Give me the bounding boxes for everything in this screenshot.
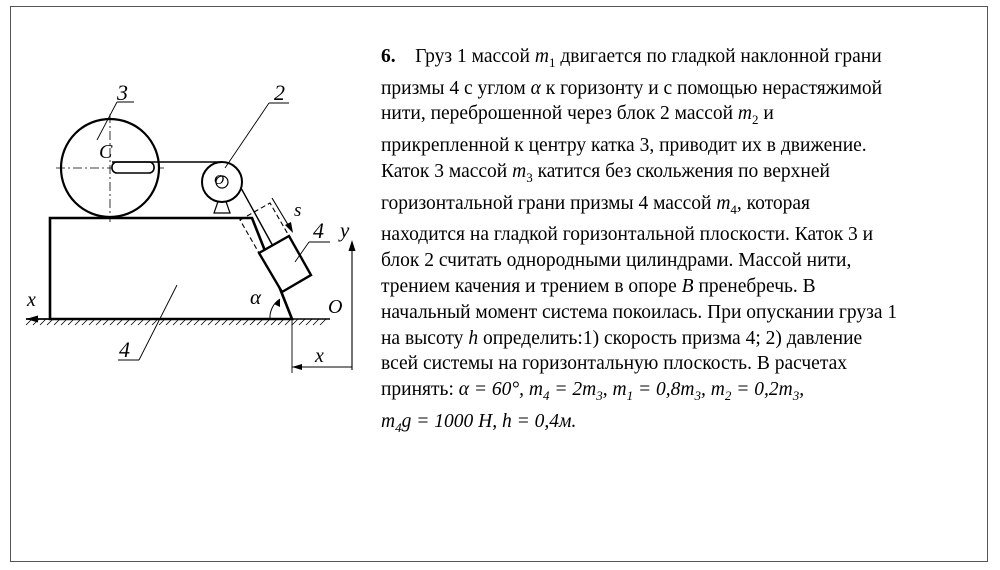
label-center-c: C — [99, 141, 113, 163]
task-text-segment: m — [381, 410, 396, 432]
task-line — [381, 248, 971, 274]
task-text-segment: 3 — [596, 388, 603, 404]
task-text-segment: Каток 3 массой — [381, 160, 513, 182]
task-text-segment: , которая — [736, 192, 811, 214]
task-line — [381, 274, 971, 300]
task-text-segment: катится без скольжения по верхней — [532, 160, 830, 182]
task-text-segment: = 2m — [549, 379, 597, 401]
task-text-segment: трением качения и трением в опоре — [381, 275, 682, 297]
label-x-left: x — [27, 289, 36, 311]
ground-hatch — [40, 319, 46, 325]
task-text-segment: B — [681, 275, 694, 297]
task-text-segment: находится на гладкой горизонтальной плоскости. Каток 3 и — [381, 224, 874, 246]
task-line — [381, 377, 971, 409]
task-text-segment: , — [799, 379, 805, 401]
label-axle-o: O — [214, 173, 225, 188]
ground-hatch — [299, 319, 305, 325]
task-text-segment: призмы 4 с углом — [381, 77, 531, 99]
task-line — [381, 76, 971, 102]
label-block-2: 2 — [274, 80, 285, 105]
task-text-segment: 1 — [548, 54, 556, 70]
task-text-segment: 4 — [395, 419, 402, 435]
task-text-segment: = 0,2m — [731, 379, 793, 401]
label-roller-3: 3 — [117, 80, 128, 105]
task-text-segment: блок 2 считать однородными цилиндрами. Массой нити, — [381, 250, 852, 272]
mechanics-figure — [12, 70, 362, 380]
task-line — [381, 222, 971, 248]
label-origin-o: O — [328, 296, 343, 318]
task-text-segment: 2 — [752, 112, 759, 128]
task-text-segment: m — [512, 160, 527, 182]
task-text-segment: , m — [602, 379, 627, 401]
task-text-segment: 1 — [626, 388, 634, 404]
task-text-segment: , m — [700, 379, 725, 401]
ground-hatch — [313, 319, 319, 325]
task-text-segment: двигается по гладкой наклонной грани — [555, 46, 882, 67]
task-line — [381, 159, 971, 191]
y-axis — [349, 240, 356, 370]
task-text-segment: 4 — [543, 388, 550, 404]
label-s: s — [294, 200, 302, 221]
task-text-segment: m — [716, 192, 731, 214]
task-text-segment: 3 — [694, 388, 701, 404]
task-text-segment: = 0,8m — [633, 379, 695, 401]
task-text-segment: 4 — [730, 201, 737, 217]
ground-hatch — [320, 319, 326, 325]
task-text-segment: принять: — [381, 379, 459, 401]
task-text — [381, 44, 971, 441]
label-prism-4: 4 — [119, 337, 130, 362]
task-text-segment: всей системы на горизонтальную плоскость. В расчетах — [381, 353, 847, 375]
task-line — [381, 101, 971, 133]
task-line — [381, 133, 971, 159]
task-text-segment: 3 — [526, 169, 533, 185]
task-text-segment: m — [737, 103, 752, 125]
task-text-segment: на высоту — [381, 327, 469, 349]
task-text-segment: прикрепленной к центру катка 3, приводит их в движение. — [381, 135, 867, 157]
task-line — [381, 300, 971, 326]
label-x-bottom: x — [315, 345, 324, 367]
task-line — [381, 409, 971, 441]
task-text-segment: Груз 1 массой — [415, 46, 535, 67]
task-text-segment: к горизонту и с помощью нерастяжимой — [540, 77, 883, 99]
task-line — [381, 326, 971, 352]
ground-hatch — [306, 319, 312, 325]
task-text-segment: определить:1) скорость призма 4; 2) давление — [478, 327, 863, 349]
task-text-segment: m — [534, 46, 549, 67]
task-number: 6. — [381, 46, 396, 67]
label-alpha: α — [250, 285, 262, 309]
task-text-segment: 2 — [724, 388, 732, 404]
roller-axle — [112, 162, 154, 173]
task-text-segment: g = 1000 H, h = 0,4м. — [401, 410, 577, 432]
task-text-segment: α — [530, 77, 541, 99]
task-text-segment: нити, переброшенной через блок 2 массой — [381, 103, 738, 125]
task-text-segment: начальный момент система покоилась. При опускании груза 1 — [381, 301, 898, 323]
task-text-segment: h — [468, 327, 479, 349]
task-text-segment: α = 60°, m — [458, 379, 544, 401]
task-line — [381, 351, 971, 377]
task-text-segment: горизонтальной грани призмы 4 массой — [381, 192, 717, 214]
label-load-4: 4 — [313, 218, 324, 243]
task-text-segment: 3 — [792, 388, 800, 404]
task-line — [381, 44, 971, 76]
label-y: y — [340, 218, 350, 242]
task-line — [381, 191, 971, 223]
task-text-segment: пренебречь. В — [693, 275, 816, 297]
task-text-segment: и — [758, 103, 774, 125]
